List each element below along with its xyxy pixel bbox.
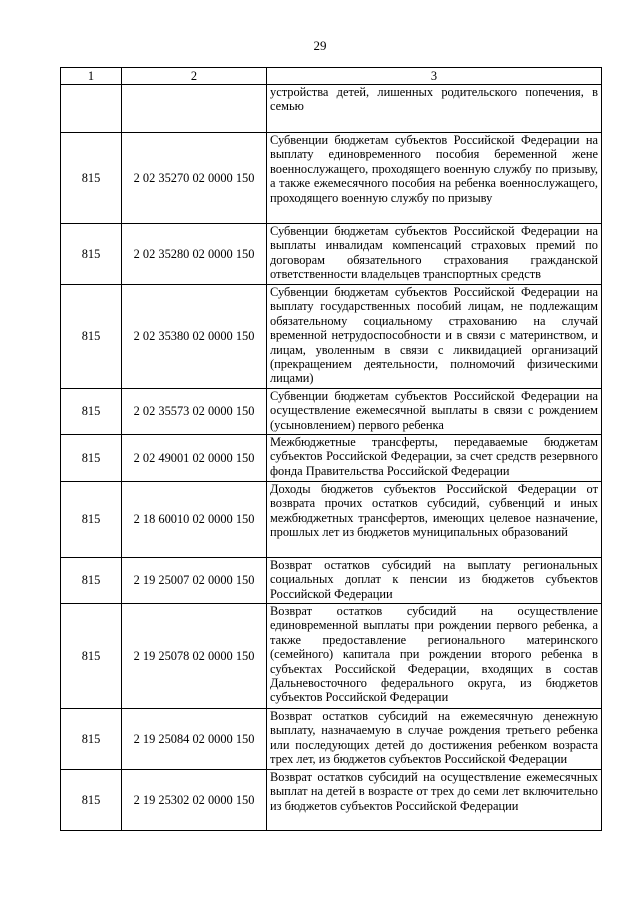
description-cell: устройства детей, лишенных родительского попечения, в семью [267, 85, 602, 133]
admin-code-cell: 815 [61, 709, 122, 770]
table-row [61, 770, 602, 831]
admin-code-cell: 815 [61, 435, 122, 482]
table-row [61, 224, 602, 285]
description-cell: Субвенции бюджетам субъектов Российской Федерации на осуществление ежемесячной выплаты в связи с рождением (усыновлением) первого ребенка [267, 389, 602, 435]
admin-code-cell: 815 [61, 133, 122, 224]
table-row [61, 604, 602, 709]
description-cell: Субвенции бюджетам субъектов Российской Федерации на выплату единовременного пособия беременной жене военнослужащего, проходящего военную службу по призыву, а также ежемесячного пособия на ребенка военнослужащего, проходящего военную службу по призыву [267, 133, 602, 224]
table-row [61, 133, 602, 224]
table-row [61, 709, 602, 770]
admin-code-cell: 815 [61, 482, 122, 558]
budget-code-cell: 2 02 35270 02 0000 150 [122, 133, 267, 224]
column-header-2: 2 [122, 68, 267, 85]
admin-code-cell: 815 [61, 389, 122, 435]
budget-code-cell: 2 19 25302 02 0000 150 [122, 770, 267, 831]
description-cell: Возврат остатков субсидий на осуществление ежемесячных выплат на детей в возрасте от трех до семи лет включительно из бюджетов субъектов Российской Федерации [267, 770, 602, 831]
column-header-1: 1 [61, 68, 122, 85]
table-row [61, 389, 602, 435]
budget-code-cell: 2 19 25078 02 0000 150 [122, 604, 267, 709]
budget-code-cell: 2 19 25084 02 0000 150 [122, 709, 267, 770]
description-cell: Субвенции бюджетам субъектов Российской Федерации на выплату государственных пособий лицам, не подлежащим обязательному социальному страхованию на случай временной нетрудоспособности и в связи с материнством, и лицам, уволенным в связи с ликвидацией организаций (прекращением деятельности, полномочий физическими лицами) [267, 285, 602, 389]
column-header-3: 3 [267, 68, 602, 85]
table-row [61, 558, 602, 604]
budget-code-cell: 2 02 49001 02 0000 150 [122, 435, 267, 482]
table-header-row [61, 68, 602, 85]
table-row [61, 85, 602, 133]
budget-classification-table [60, 67, 602, 831]
description-cell: Межбюджетные трансферты, передаваемые бюджетам субъектов Российской Федерации, за счет средств резервного фонда Правительства Российской Федерации [267, 435, 602, 482]
budget-code-cell: 2 19 25007 02 0000 150 [122, 558, 267, 604]
description-cell: Возврат остатков субсидий на ежемесячную денежную выплату, назначаемую в случае рождения третьего ребенка или последующих детей до достижения ребенком возраста трех лет, из бюджетов субъектов Российской Федерации [267, 709, 602, 770]
description-cell: Доходы бюджетов субъектов Российской Федерации от возврата прочих остатков субсидий, субвенций и иных межбюджетных трансфертов, имеющих целевое назначение, прошлых лет из бюджетов муниципальных образований [267, 482, 602, 558]
budget-code-cell [122, 85, 267, 133]
admin-code-cell [61, 85, 122, 133]
table-row [61, 435, 602, 482]
admin-code-cell: 815 [61, 285, 122, 389]
budget-code-cell: 2 02 35380 02 0000 150 [122, 285, 267, 389]
table-row [61, 482, 602, 558]
page-number: 29 [313, 38, 327, 53]
description-cell: Возврат остатков субсидий на выплату региональных социальных доплат к пенсии из бюджетов субъектов Российской Федерации [267, 558, 602, 604]
description-cell: Возврат остатков субсидий на осуществление единовременной выплаты при рождении первого ребенка, а также предоставление регионального материнского (семейного) капитала при рождении второго ребенка в субъектах Российской Федерации, входящих в состав Дальневосточного федерального округа, из бюджетов субъектов Российской Федерации [267, 604, 602, 709]
budget-code-cell: 2 02 35280 02 0000 150 [122, 224, 267, 285]
budget-code-cell: 2 18 60010 02 0000 150 [122, 482, 267, 558]
admin-code-cell: 815 [61, 604, 122, 709]
budget-code-cell: 2 02 35573 02 0000 150 [122, 389, 267, 435]
description-cell: Субвенции бюджетам субъектов Российской Федерации на выплаты инвалидам компенсаций страховых премий по договорам обязательного страхования гражданской ответственности владельцев транспортных средств [267, 224, 602, 285]
table-row [61, 285, 602, 389]
admin-code-cell: 815 [61, 558, 122, 604]
admin-code-cell: 815 [61, 224, 122, 285]
admin-code-cell: 815 [61, 770, 122, 831]
